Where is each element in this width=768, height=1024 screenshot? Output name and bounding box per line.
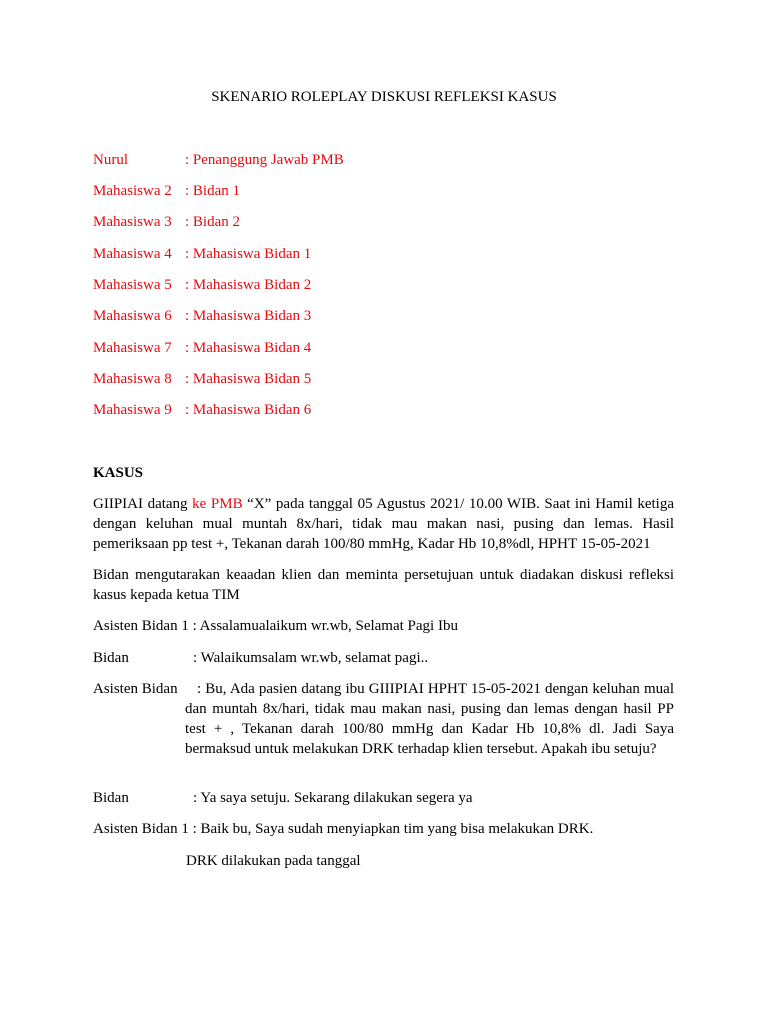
role-desc: : Mahasiswa Bidan 1: [185, 246, 312, 262]
role-name: Mahasiswa 7: [93, 340, 172, 356]
role-name: Mahasiswa 6: [93, 308, 172, 324]
role-name: Mahasiswa 5: [93, 277, 172, 293]
drk-line: DRK dilakukan pada tanggal: [186, 853, 361, 869]
dialog-text: : Ya saya setuju. Sekarang dilakukan segera ya: [193, 790, 473, 806]
dialog-line: Asisten Bidan 1 : Assalamualaikum wr.wb, Selamat Pagi Ibu: [93, 618, 458, 634]
dialog-speaker: Asisten Bidan: [93, 681, 178, 697]
case-text-rest: “X” pada tanggal 05 Agustus 2021/ 10.00 WIB. Saat ini Hamil ketiga dengan keluhan mual muntah 8x/hari, tidak mau makan nasi, pusing dan lemas. Hasil pemeriksaan pp test +, Tekanan darah 100/80 mmHg, Kadar Hb 10,8%dl, HPHT 15-05-2021: [93, 496, 674, 552]
dialog-speaker: Bidan: [93, 650, 129, 666]
role-desc: : Penanggung Jawab PMB: [185, 152, 344, 168]
role-row: [93, 276, 693, 294]
role-row: [93, 182, 693, 200]
role-name: Nurul: [93, 152, 128, 168]
role-row: [93, 245, 693, 263]
role-desc: : Mahasiswa Bidan 5: [185, 371, 312, 387]
role-desc: : Mahasiswa Bidan 3: [185, 308, 312, 324]
intro-paragraph: Bidan mengutarakan keaadan klien dan meminta persetujuan untuk diadakan diskusi refleksi kasus kepada ketua TIM: [93, 567, 674, 603]
role-desc: : Bidan 1: [185, 183, 240, 199]
case-paragraph: [93, 494, 674, 554]
role-name: Mahasiswa 4: [93, 246, 172, 262]
role-row: [93, 339, 693, 357]
dialog-text: : Walaikumsalam wr.wb, selamat pagi..: [193, 650, 429, 666]
document-title: SKENARIO ROLEPLAY DISKUSI REFLEKSI KASUS: [211, 89, 557, 105]
role-name: Mahasiswa 2: [93, 183, 172, 199]
role-desc: : Mahasiswa Bidan 4: [185, 340, 312, 356]
role-row: [93, 213, 693, 231]
dialog-line: Asisten Bidan 1 : Baik bu, Saya sudah menyiapkan tim yang bisa melakukan DRK.: [93, 821, 594, 837]
role-desc: : Bidan 2: [185, 214, 240, 230]
dialog-line: [93, 679, 674, 759]
role-row: [93, 307, 693, 325]
kasus-heading: KASUS: [93, 465, 144, 481]
case-highlight: ke PMB: [192, 496, 243, 512]
role-name: Mahasiswa 8: [93, 371, 172, 387]
role-name: Mahasiswa 9: [93, 402, 172, 418]
dialog-line: [93, 788, 674, 808]
role-row: [93, 370, 693, 388]
role-name: Mahasiswa 3: [93, 214, 172, 230]
role-row: [93, 151, 693, 169]
dialog-text: : Bu, Ada pasien datang ibu GIIIPIAI HPHT 15-05-2021 dengan keluhan mual dan muntah 8x/hari, tidak mau makan nasi, pusing dan lemas dengan hasil PP test + , Tekanan darah 100/80 mmHg dan Kadar Hb 10,8% dl. Jadi Saya bermaksud untuk melakukan DRK terhadap klien tersebut. Apakah ibu setuju?: [185, 681, 674, 757]
role-row: [93, 401, 693, 419]
role-desc: : Mahasiswa Bidan 2: [185, 277, 312, 293]
role-desc: : Mahasiswa Bidan 6: [185, 402, 312, 418]
dialog-speaker: Bidan: [93, 790, 129, 806]
dialog-line: [93, 648, 674, 668]
case-text-start: GIIPIAI datang: [93, 496, 193, 512]
